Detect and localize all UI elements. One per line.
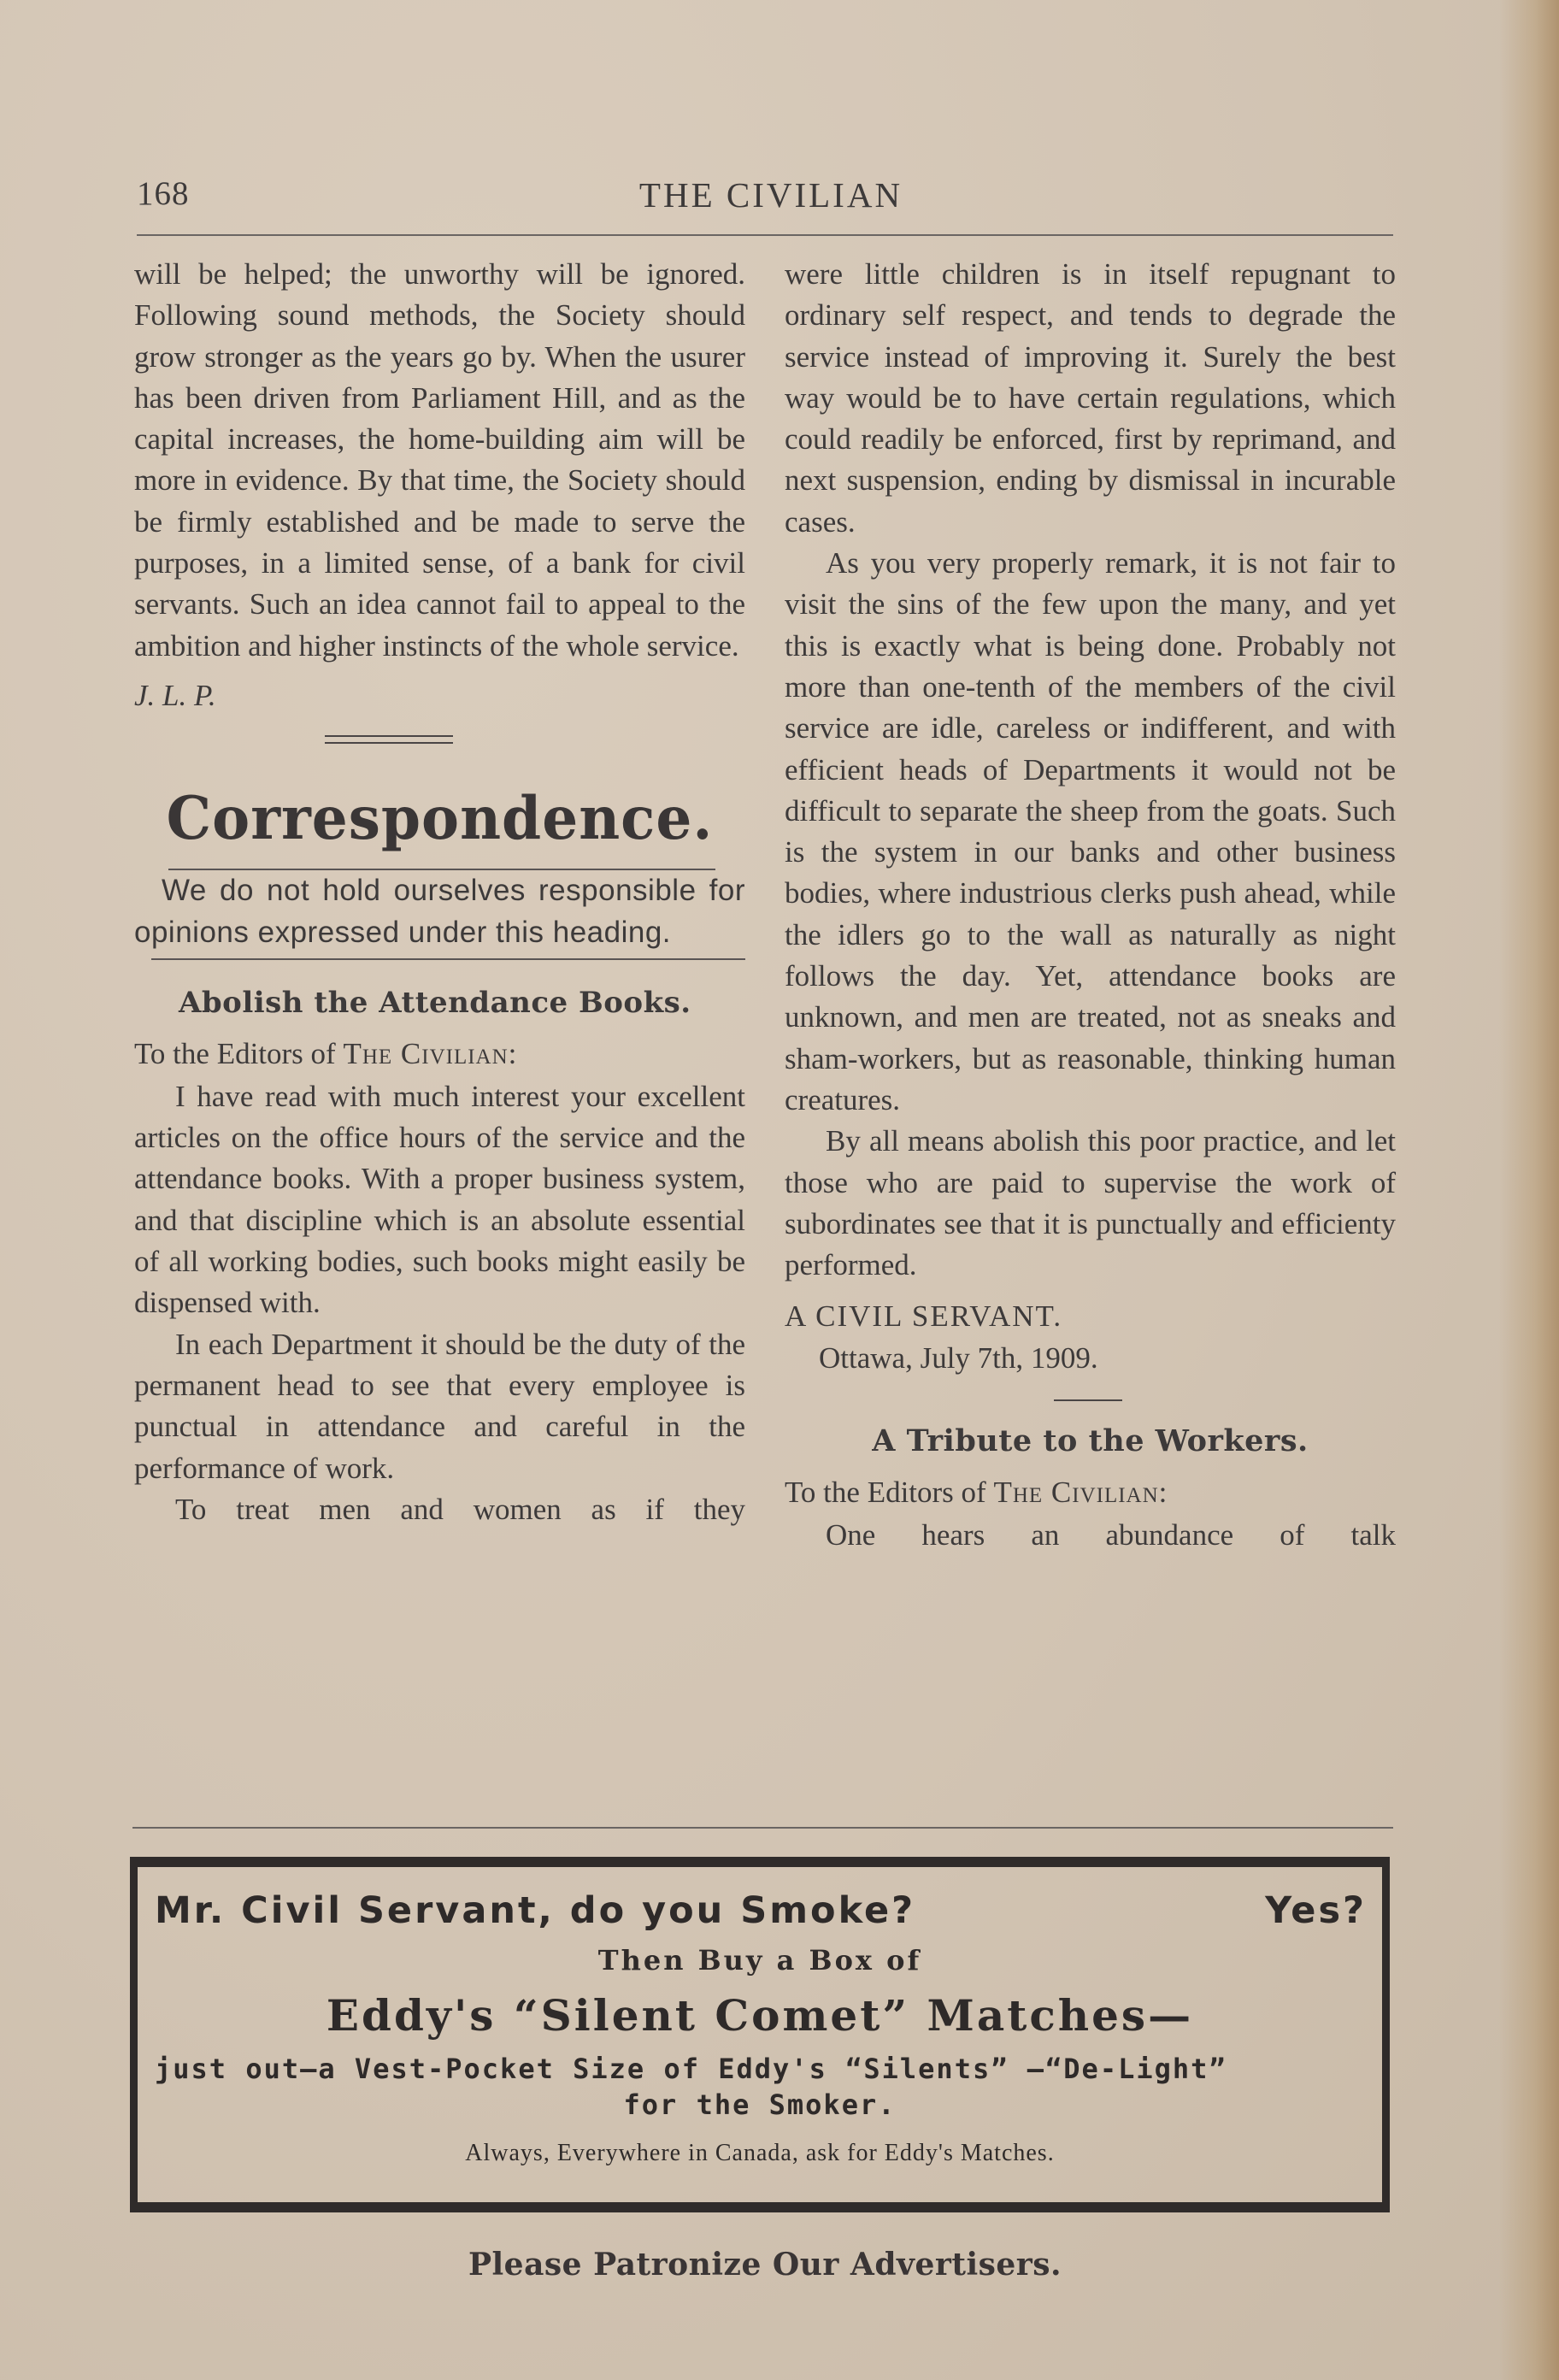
paragraph: By all means abolish this poor practice, and let those who are paid to supervise the work of subordinates see that it is punctually and efficienty performed.	[785, 1124, 1396, 1282]
salutation-text: To the Editors of	[785, 1476, 994, 1510]
salutation	[785, 1470, 1396, 1515]
signature: J. L. P.	[134, 678, 216, 712]
paragraph: In each Department it should be the duty of the permanent head to see that every employee is punctual in attendance and careful in the performance of work.	[134, 1327, 745, 1485]
page-edge-shadow	[1499, 0, 1559, 2380]
ad-tagline: Always, Everywhere in Canada, ask for Eddy's Matches.	[465, 2140, 1055, 2166]
page-number: 168	[137, 175, 190, 212]
letter-title: A Tribute to the Workers.	[872, 1423, 1309, 1459]
disclaimer-rule	[151, 958, 745, 960]
advertisement-box	[130, 1857, 1390, 2212]
salutation-text: To the Editors of	[134, 1036, 344, 1070]
ad-description-cont: for the Smoker.	[623, 2088, 897, 2121]
double-rule	[325, 735, 453, 744]
ad-headline-text: Mr. Civil Servant, do you Smoke?	[155, 1889, 916, 1932]
short-rule	[1054, 1399, 1122, 1401]
ad-subline: Then Buy a Box of	[597, 1944, 922, 1976]
publication-name: The Civilian	[993, 1476, 1159, 1510]
paragraph: will be helped; the unworthy will be ignored. Following sound methods, the Society should grow stronger as the years go by. When the usurer has been driven from Parliament Hill, and as the capital increases, the home-building aim will be more in evidence. By that time, the Society should be firmly established and be made to serve the purposes, in a limited sense, of a bank for civil servants. Such an idea cannot fail to appeal to the ambition and higher instincts of the whole service.	[134, 257, 745, 663]
right-column	[785, 254, 1396, 1556]
ad-product-name: Eddy's “Silent Comet” Matches—	[326, 1990, 1194, 2041]
dateline: Ottawa, July 7th, 1909.	[819, 1340, 1098, 1375]
paragraph: One hears an abundance of talk	[826, 1518, 1396, 1552]
paragraph: I have read with much interest your excellent articles on the office hours of the service and the attendance books. With a proper business system, and that discipline which is an absolute essential of all working bodies, such books might easily be dispensed with.	[134, 1079, 745, 1320]
ad-description: just out—a Vest-Pocket Size of Eddy's “Silents” —“De-Light”	[155, 2053, 1227, 2085]
letter-signature: A CIVIL SERVANT.	[785, 1299, 1063, 1334]
section-title: Correspondence.	[166, 783, 714, 854]
ad-headline	[138, 1889, 1382, 1932]
paragraph: As you very properly remark, it is not fair to visit the sins of the few upon the many, and yet this is exactly what is being done. Probably not more than one-tenth of the members of the civil service are idle, careless or indifferent, and with efficient heads of Departments it would not be difficult to separate the sheep from the goats. Such is the system in our banks and other business bodies, where industrious clerks push ahead, while the idlers go to the wall as naturally as night follows the day. Yet, attendance books are unknown, and men are treated, not as sneaks and sham-workers, but as reasonable, thinking human creatures.	[785, 546, 1396, 1116]
letter-title: Abolish the Attendance Books.	[179, 985, 691, 1020]
paragraph: To treat men and women as if they	[175, 1492, 745, 1526]
salutation-colon: :	[508, 1036, 517, 1070]
publication-name: The Civilian	[343, 1036, 509, 1070]
disclaimer: We do not hold ourselves responsible for opinions expressed under this heading.	[134, 874, 745, 949]
salutation-colon: :	[1158, 1476, 1168, 1510]
paragraph: were little children is in itself repugnant to ordinary self respect, and tends to degrade the service instead of improving it. Surely the best way would be to have certain regulations, which could readily be enforced, first by reprimand, and next suspension, ending by dismissal in incurable cases.	[785, 257, 1396, 539]
header-rule	[137, 234, 1393, 236]
salutation	[134, 1032, 745, 1076]
ad-headline-yes: Yes?	[1265, 1889, 1367, 1932]
running-head: THE CIVILIAN	[638, 175, 903, 215]
footer-rule	[132, 1827, 1393, 1829]
footer-notice: Please Patronize Our Advertisers.	[468, 2247, 1062, 2283]
left-column	[134, 254, 745, 1530]
